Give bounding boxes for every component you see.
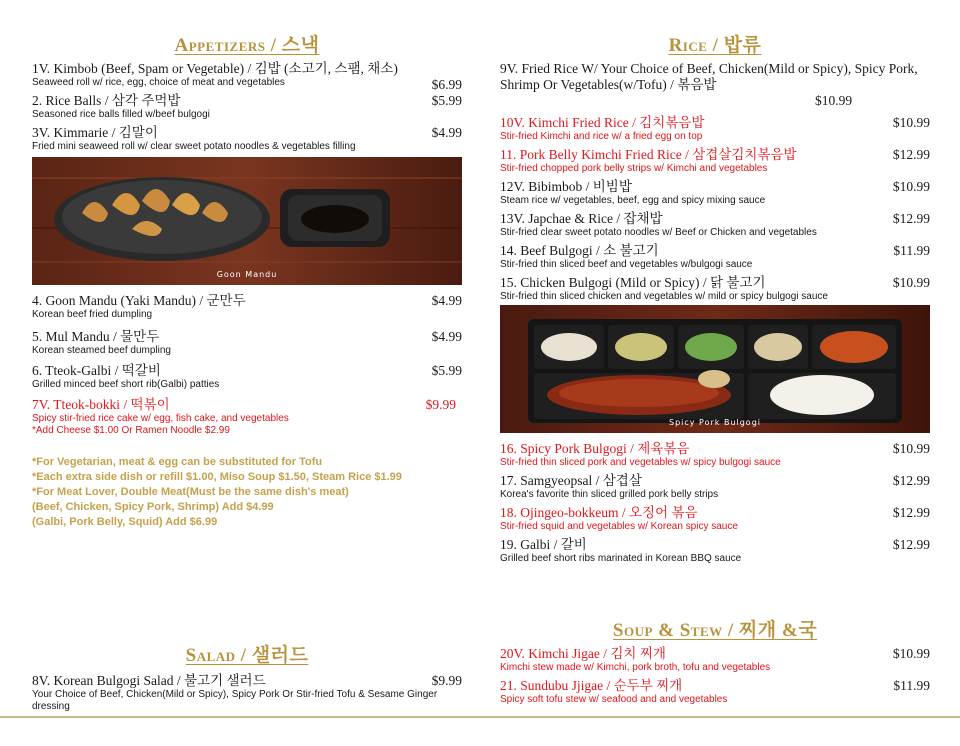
- item-price: $10.99: [892, 115, 930, 130]
- menu-item-3v: [32, 125, 462, 153]
- item-price: $10.99: [892, 441, 930, 456]
- item-name: 21. Sundubu Jjigae / 순두부 찌개: [500, 678, 683, 693]
- item-name: 1V. Kimbob (Beef, Spam or Vegetable) / 김밥 (소고기, 스팸, 채소): [32, 61, 398, 76]
- item-price: $12.99: [892, 505, 930, 520]
- item-name: 13V. Japchae & Rice / 잡채밥: [500, 211, 663, 226]
- item-name: 2. Rice Balls / 삼각 주먹밥: [32, 93, 181, 108]
- item-name: 9V. Fried Rice W/ Your Choice of Beef, Chicken(Mild or Spicy), Spicy Pork, Shrimp Or Vegetables(w/Tofu) / 볶음밥: [500, 61, 918, 92]
- item-desc: Spicy soft tofu stew w/ seafood and and vegetables: [500, 694, 728, 705]
- goon-mandu-photo: [32, 157, 462, 285]
- item-name: 12V. Bibimbob / 비빔밥: [500, 179, 632, 194]
- item-desc: Spicy stir-fried rice cake w/ egg, fish cake, and vegetables: [32, 413, 289, 424]
- menu-item-15: [500, 275, 930, 303]
- appetizers-title: Appetizers / 스낵: [174, 35, 320, 56]
- item-name: 18. Ojingeo-bokkeum / 오징어 볶음: [500, 505, 698, 520]
- item-price: $10.99: [892, 646, 930, 661]
- bottom-divider: [0, 716, 960, 718]
- item-price: $10.99: [892, 179, 930, 194]
- notes: [32, 455, 462, 530]
- item-price: $9.99: [425, 397, 456, 412]
- rice-title: Rice / 밥류: [668, 35, 762, 56]
- item-name: 14. Beef Bulgogi / 소 불고기: [500, 243, 659, 258]
- item-price: $12.99: [892, 473, 930, 488]
- item-name: 10V. Kimchi Fried Rice / 김치볶음밥: [500, 115, 705, 130]
- item-name: 20V. Kimchi Jigae / 김치 찌개: [500, 646, 666, 661]
- item-name: 6. Tteok-Galbi / 떡갈비: [32, 363, 161, 378]
- item-desc: Stir-fried thin sliced beef and vegetables w/bulgogi sauce: [500, 259, 753, 270]
- item-name: 17. Samgyeopsal / 삼겹살: [500, 473, 642, 488]
- menu-item-19: [500, 537, 930, 565]
- item-price: $11.99: [893, 243, 930, 258]
- item-price: $5.99: [431, 93, 462, 108]
- menu-item-13v: [500, 211, 930, 239]
- item-price: $9.99: [431, 673, 462, 688]
- menu-item-6: [32, 363, 462, 391]
- menu-item-17: [500, 473, 930, 501]
- item-desc: Korean beef fried dumpling: [32, 309, 153, 320]
- menu-item-11: [500, 147, 930, 175]
- item-desc: Steam rice w/ vegetables, beef, egg and spicy mixing sauce: [500, 195, 766, 206]
- menu-item-21: [500, 678, 930, 706]
- menu-item-18: [500, 505, 930, 533]
- salad-title: Salad / 샐러드: [185, 645, 309, 666]
- salad-section: [32, 640, 462, 717]
- note: *For Vegetarian, meat & egg can be substituted for Tofu: [32, 456, 323, 468]
- goon-mandu-image: [32, 157, 462, 285]
- item-desc: Stir-fried Kimchi and rice w/ a fried egg on top: [500, 131, 703, 142]
- note: (Beef, Chicken, Spicy Pork, Shrimp) Add $4.99: [32, 501, 274, 513]
- item-price: $11.99: [893, 678, 930, 693]
- right-column: [500, 30, 930, 569]
- photo-caption: Goon Mandu: [216, 270, 278, 279]
- item-price: $4.99: [431, 293, 462, 308]
- item-extra: *Add Cheese $1.00 Or Ramen Noodle $2.99: [32, 425, 230, 436]
- item-price: $10.99: [815, 93, 853, 108]
- item-price: $6.99: [431, 77, 462, 92]
- menu-item-8v: [32, 673, 462, 713]
- item-name: 7V. Tteok-bokki / 떡볶이: [32, 397, 170, 412]
- item-desc: Stir-fried chopped pork belly strips w/ Kimchi and vegetables: [500, 163, 768, 174]
- note: *For Meat Lover, Double Meat(Must be the same dish's meat): [32, 486, 349, 498]
- item-desc: Stir-fried thin sliced pork and vegetables w/ spicy bulgogi sauce: [500, 457, 781, 468]
- item-price: $12.99: [892, 537, 930, 552]
- menu-item-14: [500, 243, 930, 271]
- item-price: $12.99: [892, 211, 930, 226]
- menu-item-16: [500, 441, 930, 469]
- item-price: $4.99: [431, 125, 462, 140]
- item-name: 16. Spicy Pork Bulgogi / 제육볶음: [500, 441, 690, 456]
- spicy-pork-bulgogi-image: [500, 305, 930, 433]
- menu-item-7v: [32, 397, 462, 437]
- item-desc: Seasoned rice balls filled w/beef bulgogi: [32, 109, 210, 120]
- item-price: $4.99: [431, 329, 462, 344]
- soup-section: [500, 615, 930, 710]
- item-desc: Korean steamed beef dumpling: [32, 345, 171, 356]
- menu-item-1v: [32, 61, 462, 92]
- menu-item-9v: [500, 61, 930, 109]
- item-desc: Stir-fried squid and vegetables w/ Korean spicy sauce: [500, 521, 738, 532]
- soup-title: Soup & Stew / 찌개 &국: [612, 620, 818, 641]
- menu-item-5: [32, 329, 462, 357]
- item-name: 4. Goon Mandu (Yaki Mandu) / 군만두: [32, 293, 246, 308]
- item-desc: Kimchi stew made w/ Kimchi, pork broth, tofu and vegetables: [500, 662, 771, 673]
- item-name: 11. Pork Belly Kimchi Fried Rice / 삼겹살김치볶음밥: [500, 147, 797, 162]
- left-column: [32, 30, 462, 530]
- item-price: $12.99: [892, 147, 930, 162]
- item-desc: Seaweed roll w/ rice, egg, choice of meat and vegetables: [32, 77, 285, 88]
- photo-caption: Spicy Pork Bulgogi: [668, 418, 761, 427]
- menu-item-12v: [500, 179, 930, 207]
- item-name: 5. Mul Mandu / 물만두: [32, 329, 160, 344]
- item-name: 3V. Kimmarie / 김말이: [32, 125, 158, 140]
- item-name: 15. Chicken Bulgogi (Mild or Spicy) / 닭 불고기: [500, 275, 766, 290]
- item-desc: Stir-fried clear sweet potato noodles w/ Beef or Chicken and vegetables: [500, 227, 817, 238]
- item-desc: Your Choice of Beef, Chicken(Mild or Spicy), Spicy Pork Or Stir-fried Tofu & Sesame Ginger dressing: [32, 689, 438, 712]
- item-desc: Grilled minced beef short rib(Galbi) patties: [32, 379, 220, 390]
- item-price: $10.99: [892, 275, 930, 290]
- menu-item-20v: [500, 646, 930, 674]
- note: *Each extra side dish or refill $1.00, Miso Soup $1.50, Steam Rice $1.99: [32, 471, 402, 483]
- item-desc: Korea's favorite thin sliced grilled pork belly strips: [500, 489, 719, 500]
- note: (Galbi, Pork Belly, Squid) Add $6.99: [32, 516, 218, 528]
- menu-item-2: [32, 93, 462, 121]
- item-name: 8V. Korean Bulgogi Salad / 불고기 샐러드: [32, 673, 266, 688]
- item-desc: Fried mini seaweed roll w/ clear sweet potato noodles & vegetables filling: [32, 141, 356, 152]
- item-name: 19. Galbi / 갈비: [500, 537, 587, 552]
- menu-item-10v: [500, 115, 930, 143]
- menu-item-4: [32, 293, 462, 321]
- spicy-pork-bulgogi-photo: [500, 305, 930, 433]
- item-price: $5.99: [431, 363, 462, 378]
- item-desc: Stir-fried thin sliced chicken and vegetables w/ mild or spicy bulgogi sauce: [500, 291, 828, 302]
- item-desc: Grilled beef short ribs marinated in Korean BBQ sauce: [500, 553, 742, 564]
